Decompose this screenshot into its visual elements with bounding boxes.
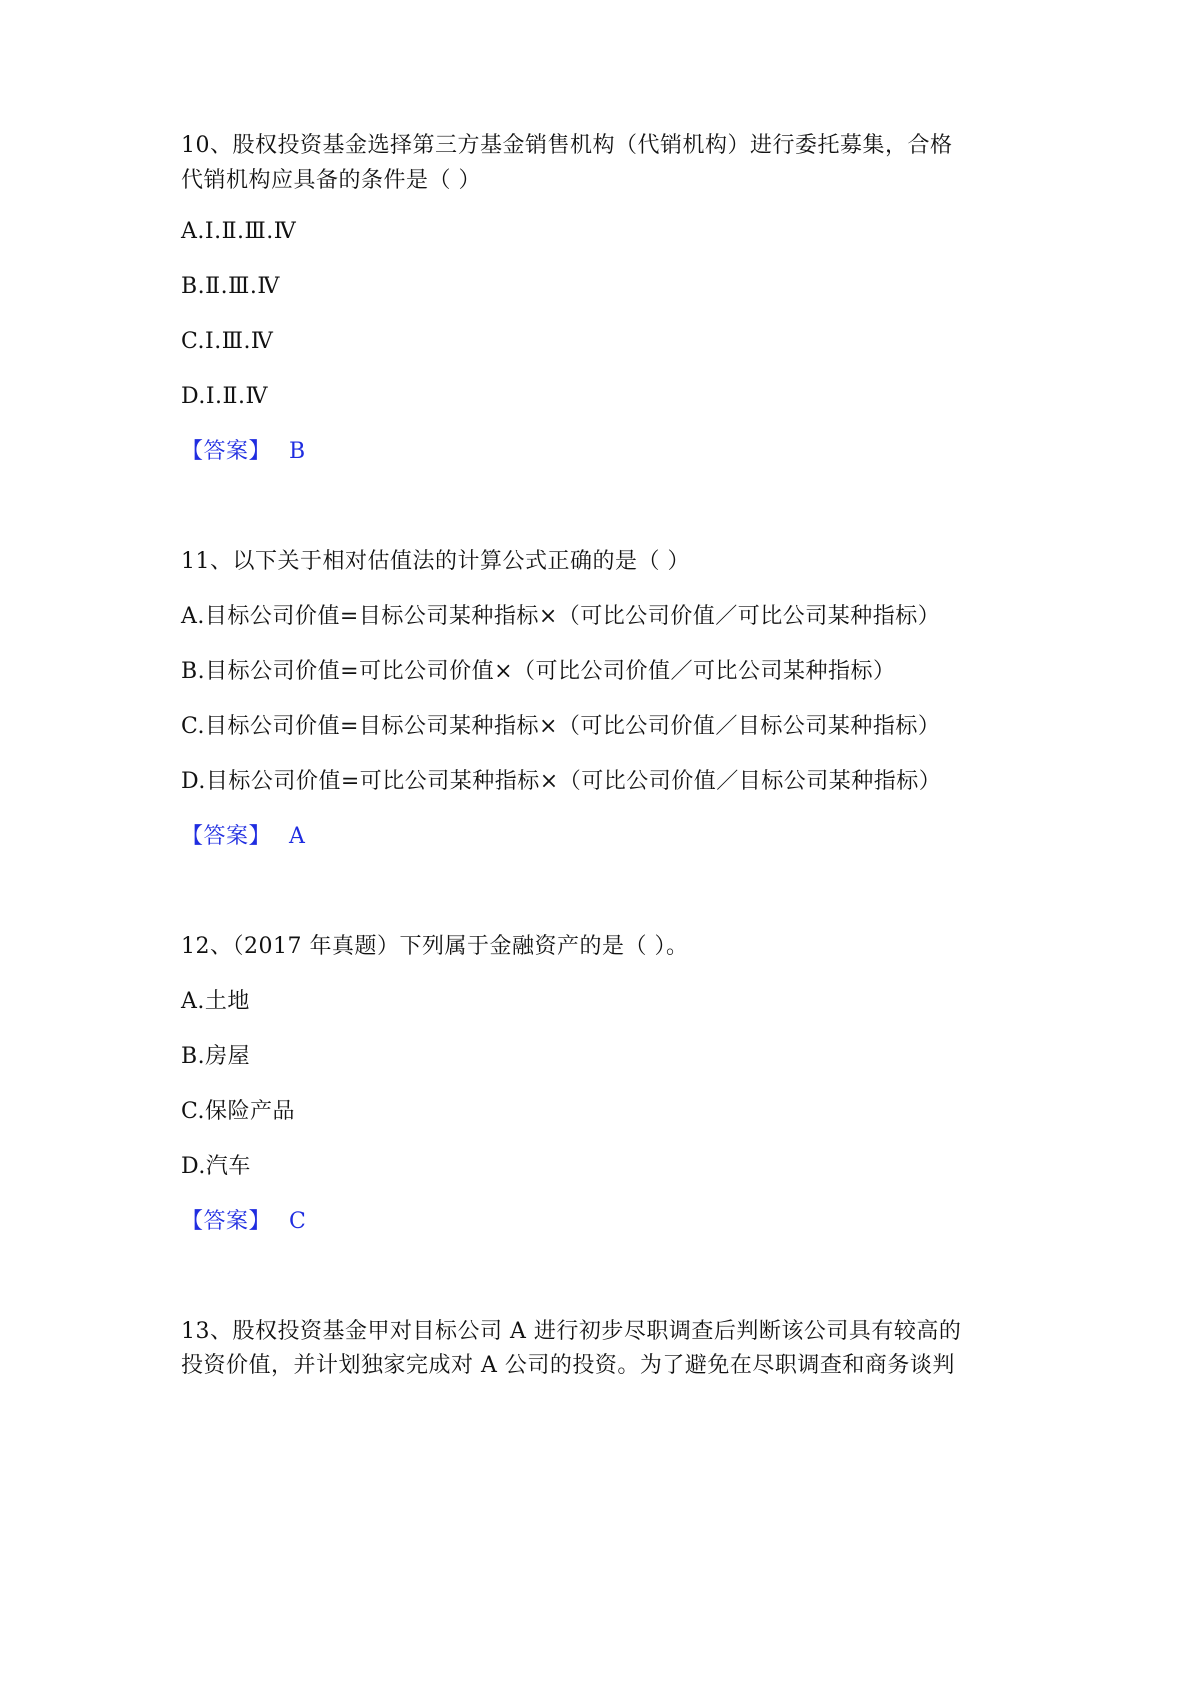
- answer-label: 【答案】: [181, 824, 272, 849]
- question-13-stem-line-1: 13、股权投资基金甲对目标公司 A 进行初步尽职调查后判断该公司具有较高的: [181, 1319, 962, 1344]
- question-13-stem-line-2: 投资价值，并计划独家完成对 A 公司的投资。为了避免在尽职调查和商务谈判: [181, 1353, 955, 1378]
- answer-value: C: [289, 1209, 307, 1234]
- question-10-stem-line-1: 10、股权投资基金选择第三方基金销售机构（代销机构）进行委托募集，合格: [181, 133, 953, 158]
- question-10-option-b: B.Ⅱ.Ⅲ.Ⅳ: [181, 274, 280, 299]
- answer-label: 【答案】: [181, 1209, 272, 1234]
- question-11-option-a: A.目标公司价值=目标公司某种指标×（可比公司价值／可比公司某种指标）: [181, 604, 941, 629]
- answer-label: 【答案】: [181, 439, 272, 464]
- question-12-stem: 12、（2017 年真题）下列属于金融资产的是（ ）。: [181, 934, 689, 959]
- question-11-stem: 11、以下关于相对估值法的计算公式正确的是（ ）: [181, 549, 690, 574]
- question-10-stem-line-2: 代销机构应具备的条件是（ ）: [181, 168, 481, 193]
- question-12-answer: [181, 1206, 306, 1238]
- question-12-option-b: B.房屋: [181, 1044, 251, 1069]
- question-12-option-c: C.保险产品: [181, 1099, 296, 1124]
- question-10-option-a: A.Ⅰ.Ⅱ.Ⅲ.Ⅳ: [181, 219, 297, 244]
- question-11-option-b: B.目标公司价值=可比公司价值×（可比公司价值／可比公司某种指标）: [181, 659, 896, 684]
- answer-value: A: [289, 824, 306, 849]
- question-12-option-d: D.汽车: [181, 1154, 251, 1179]
- question-12-option-a: A.土地: [181, 989, 250, 1014]
- question-10-option-c: C.Ⅰ.Ⅲ.Ⅳ: [181, 329, 274, 354]
- question-11-answer: [181, 821, 305, 853]
- question-11-option-c: C.目标公司价值=目标公司某种指标×（可比公司价值／目标公司某种指标）: [181, 714, 941, 739]
- question-11-option-d: D.目标公司价值=可比公司某种指标×（可比公司价值／目标公司某种指标）: [181, 769, 942, 794]
- question-10-answer: [181, 436, 306, 468]
- answer-value: B: [289, 439, 306, 464]
- question-10-option-d: D.Ⅰ.Ⅱ.Ⅳ: [181, 384, 268, 409]
